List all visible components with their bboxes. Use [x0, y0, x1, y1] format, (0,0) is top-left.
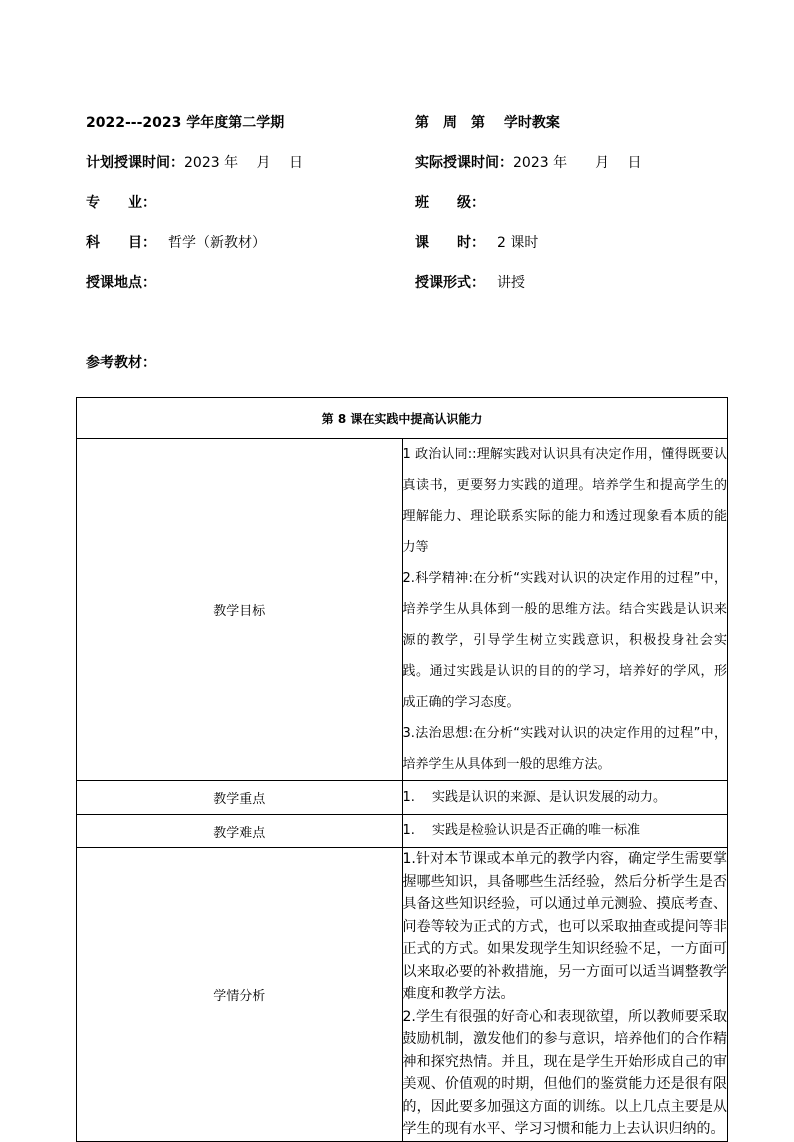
key-points-row	[77, 781, 728, 815]
class-label: 班 级：	[415, 195, 485, 211]
term-line	[86, 113, 284, 133]
analysis-item: 2.学生有很强的好奇心和表现欲望，所以教师要采取鼓励机制，激发他们的参与意识，培养他们的合作精神和探究热情。并且，现在是学生开始形成自己的审美观、价值观的时期，但他们的鉴赏能力还是很有限的，因此要多加强这方面的训练。以上几点主要是从学生的现有水平、学习习惯和能力上去认识归纳的。	[402, 1008, 727, 1137]
hours-label: 课 时：	[415, 235, 485, 251]
actual-time-row	[415, 153, 642, 173]
analysis-item: 1.针对本节课或本单元的教学内容，确定学生需要掌握哪些知识，具备哪些生活经验，然后分析学生是否具备这些知识经验，可以通过单元测验、摸底考查、问卷等较为正式的方式，也可以采取抽查或提问等非正式的方式。如果发现学生知识经验不足，一方面可以来取必要的补救措施，另一方面可以适当调整教学难度和教学方法。	[402, 851, 727, 1002]
analysis-row	[77, 848, 728, 1142]
form-value: 讲授	[497, 275, 525, 291]
hours-value: 2 课时	[497, 235, 539, 251]
hours-row	[415, 233, 538, 253]
plan-time-value: 2023 年 月 日	[184, 155, 303, 171]
form-row	[415, 273, 525, 293]
lesson-plan-table	[76, 397, 728, 1142]
reference-label: 参考教材：	[86, 355, 156, 371]
lesson-title: 第 8 课在实践中提高认识能力	[77, 398, 728, 439]
objectives-content	[402, 439, 728, 781]
table-title-row	[77, 398, 728, 439]
week-title	[415, 113, 560, 133]
analysis-content	[402, 848, 728, 1142]
difficulties-label: 教学难点	[77, 815, 403, 848]
analysis-label: 学情分析	[77, 848, 403, 1142]
reference-row	[86, 353, 156, 373]
major-row	[86, 193, 156, 213]
difficulties-row	[77, 815, 728, 848]
week-title-text: 第 周 第 学时教案	[415, 115, 560, 131]
actual-time-label: 实际授课时间：	[415, 155, 513, 171]
subject-value: 哲学（新教材）	[168, 235, 266, 251]
plan-time-label: 计划授课时间：	[86, 155, 184, 171]
subject-label: 科 目：	[86, 235, 156, 251]
term-text: 2022---2023 学年度第二学期	[86, 115, 285, 131]
class-row	[415, 193, 485, 213]
objective-item: 3.法治思想:在分析“实践对认识的决定作用的过程”中，培养学生从具体到一般的思维方法。	[402, 726, 727, 772]
plan-time-row	[86, 153, 303, 173]
objectives-label: 教学目标	[77, 439, 403, 781]
key-points-content: 1. 实践是认识的来源、是认识发展的动力。	[402, 781, 728, 815]
difficulties-content: 1. 实践是检验认识是否正确的唯一标准	[402, 815, 728, 848]
major-label: 专 业：	[86, 195, 156, 211]
key-points-label: 教学重点	[77, 781, 403, 815]
location-label: 授课地点：	[86, 275, 156, 291]
location-row	[86, 273, 156, 293]
objectives-row	[77, 439, 728, 781]
actual-time-value: 2023 年 月 日	[513, 155, 642, 171]
subject-row	[86, 233, 266, 253]
form-label: 授课形式：	[415, 275, 485, 291]
objective-item: 1 政治认同::理解实践对认识具有决定作用，懂得既要认真读书，更要努力实践的道理。培养学生和提高学生的理解能力、理论联系实际的能力和透过现象看本质的能力等	[402, 447, 727, 555]
objective-item: 2.科学精神:在分析“实践对认识的决定作用的过程”中，培养学生从具体到一般的思维方法。结合实践是认识来源的教学，引导学生树立实践意识，积极投身社会实践。通过实践是认识的目的的学习，培养好的学风，形成正确的学习态度。	[402, 571, 727, 710]
